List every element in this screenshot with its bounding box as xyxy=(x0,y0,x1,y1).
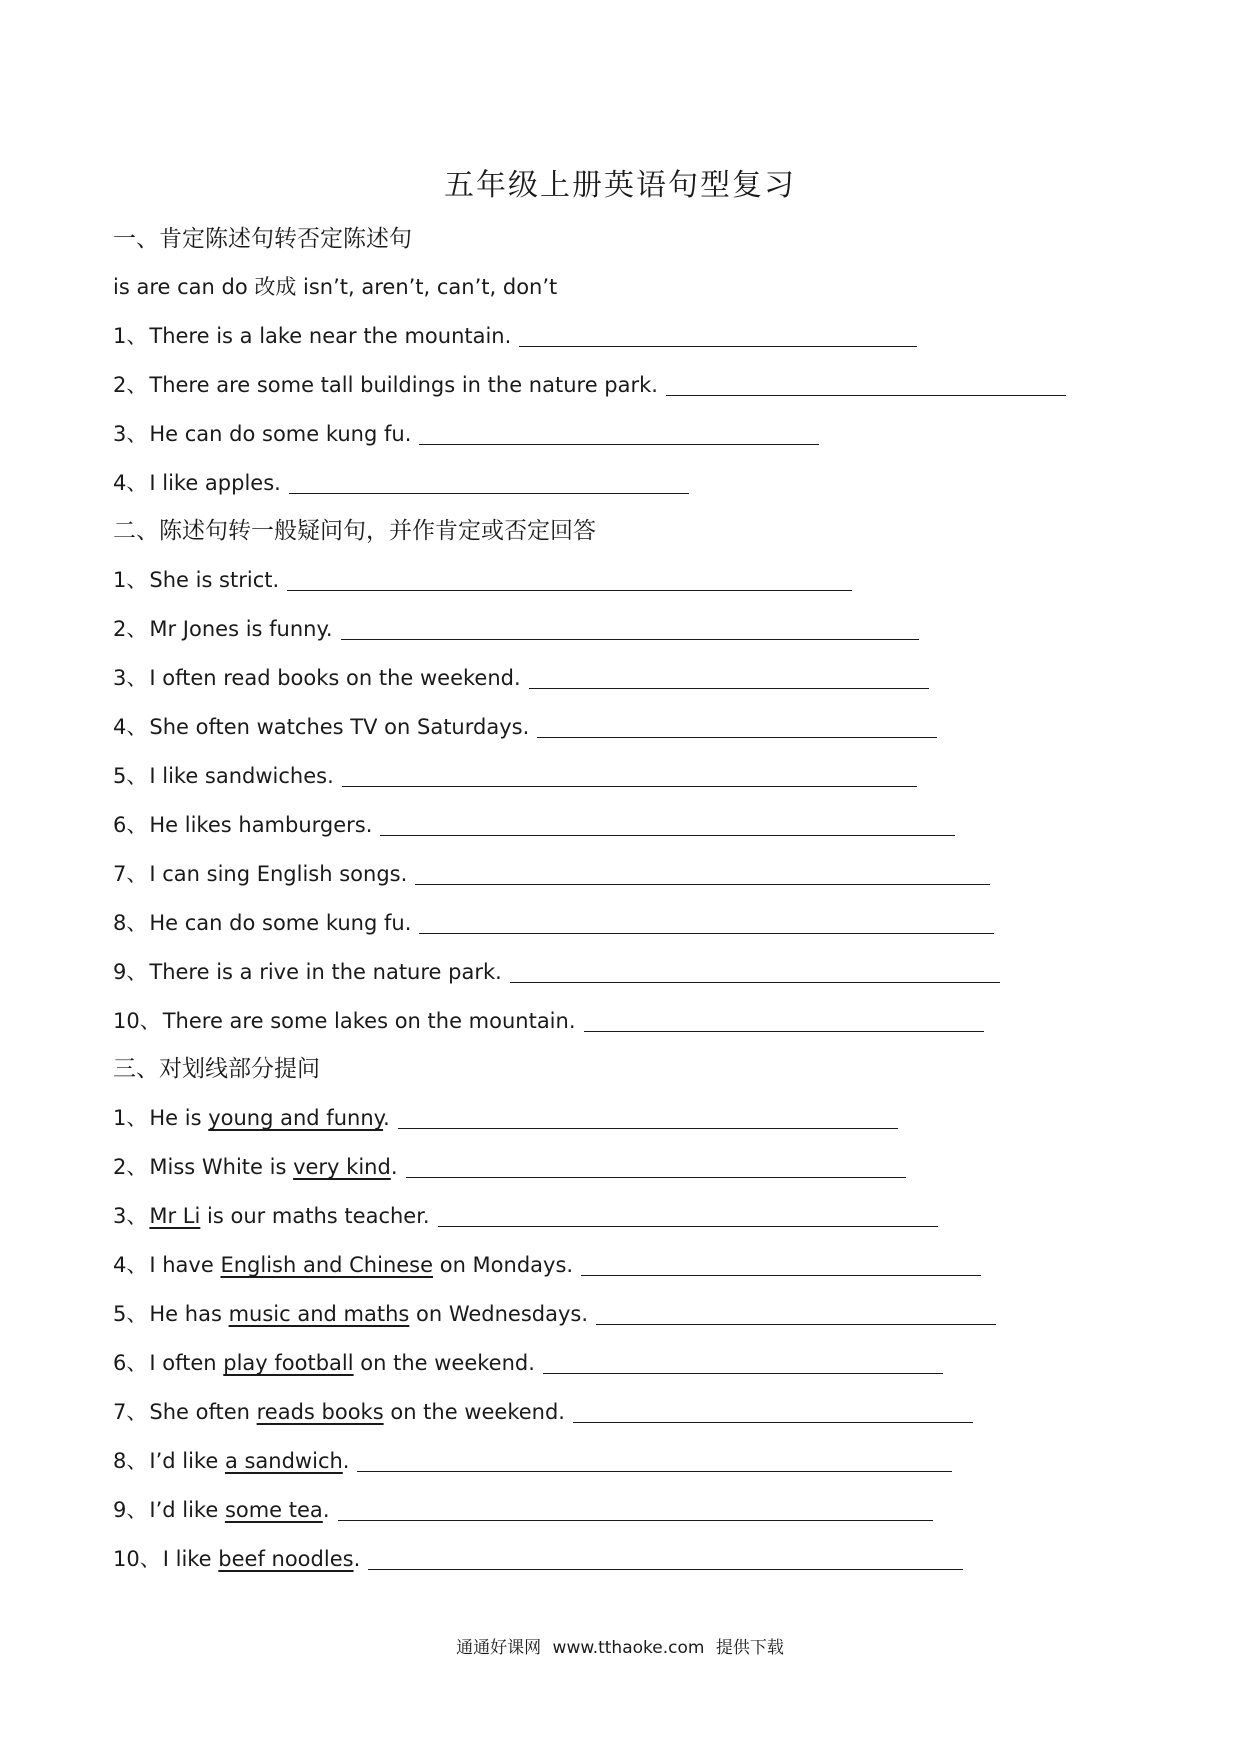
item-number: 10、 xyxy=(113,1547,161,1571)
list-item xyxy=(113,1248,981,1282)
answer-blank[interactable] xyxy=(543,1349,943,1374)
answer-blank[interactable] xyxy=(581,1251,981,1276)
underlined-part: a sandwich xyxy=(224,1449,343,1473)
item-number: 10、 xyxy=(113,1009,161,1033)
sentence-text: on the weekend. xyxy=(383,1400,565,1424)
sentence-text: I like xyxy=(162,1547,219,1571)
answer-blank[interactable] xyxy=(406,1153,906,1178)
answer-blank[interactable] xyxy=(357,1447,952,1472)
item-number: 7、 xyxy=(113,862,148,886)
list-item xyxy=(113,955,1000,989)
answer-blank[interactable] xyxy=(419,909,994,934)
sentence-text: is our maths teacher. xyxy=(200,1204,430,1228)
item-sentence xyxy=(149,1444,349,1478)
item-sentence: There is a lake near the mountain. xyxy=(149,324,512,348)
sentence-text: . xyxy=(383,1106,390,1130)
answer-blank[interactable] xyxy=(341,615,919,640)
underlined-part: very kind xyxy=(293,1155,391,1179)
sentence-text: Miss White is xyxy=(149,1155,294,1179)
item-number: 6、 xyxy=(113,813,148,837)
item-number: 2、 xyxy=(113,373,148,397)
list-item xyxy=(113,563,852,597)
list-item xyxy=(113,661,929,695)
item-number: 9、 xyxy=(113,960,148,984)
answer-blank[interactable] xyxy=(342,762,917,787)
answer-blank[interactable] xyxy=(519,322,917,347)
list-item xyxy=(113,1444,952,1478)
sentence-text: He is xyxy=(149,1106,209,1130)
list-item xyxy=(113,857,990,891)
item-number: 2、 xyxy=(113,617,148,641)
item-sentence xyxy=(149,1395,565,1429)
item-sentence xyxy=(149,1248,573,1282)
underlined-part: play football xyxy=(223,1351,354,1375)
item-sentence: I can sing English songs. xyxy=(149,862,408,886)
list-item xyxy=(113,417,819,451)
list-item xyxy=(113,1101,898,1135)
item-number: 3、 xyxy=(113,422,148,446)
item-sentence: She is strict. xyxy=(149,568,280,592)
item-number: 3、 xyxy=(113,1204,148,1228)
answer-blank[interactable] xyxy=(596,1300,996,1325)
sentence-text: I’d like xyxy=(149,1449,225,1473)
sentence-text: I often xyxy=(149,1351,224,1375)
list-item xyxy=(113,1199,938,1233)
section-2-heading: 二、陈述句转一般疑问句，并作肯定或否定回答 xyxy=(113,518,596,544)
answer-blank[interactable] xyxy=(666,371,1066,396)
item-sentence: Mr Jones is funny. xyxy=(149,617,333,641)
sentence-text: . xyxy=(390,1155,398,1179)
item-number: 7、 xyxy=(113,1400,148,1424)
answer-blank[interactable] xyxy=(573,1398,973,1423)
list-item xyxy=(113,808,955,842)
item-sentence: He can do some kung fu. xyxy=(149,422,412,446)
list-item xyxy=(113,612,919,646)
item-sentence xyxy=(149,1150,397,1184)
item-sentence xyxy=(149,1493,329,1527)
sentence-text: I’d like xyxy=(149,1498,225,1522)
item-sentence xyxy=(149,1297,588,1331)
item-number: 1、 xyxy=(113,1106,148,1130)
list-item xyxy=(113,759,917,793)
sentence-text: . xyxy=(353,1547,361,1571)
underlined-part: reads books xyxy=(256,1400,384,1424)
answer-blank[interactable] xyxy=(398,1104,898,1129)
item-number: 4、 xyxy=(113,471,148,495)
item-sentence xyxy=(149,1346,535,1380)
page-footer: 通通好课网 www.tthaoke.com 提供下载 xyxy=(456,1638,784,1658)
item-number: 5、 xyxy=(113,764,148,788)
item-sentence: I like apples. xyxy=(149,471,281,495)
list-item xyxy=(113,906,994,940)
item-sentence: I often read books on the weekend. xyxy=(149,666,521,690)
answer-blank[interactable] xyxy=(415,860,990,885)
answer-blank[interactable] xyxy=(380,811,955,836)
item-number: 1、 xyxy=(113,568,148,592)
item-sentence: He can do some kung fu. xyxy=(149,911,412,935)
answer-blank[interactable] xyxy=(438,1202,938,1227)
answer-blank[interactable] xyxy=(510,958,1000,983)
underlined-part: beef noodles xyxy=(218,1547,354,1571)
sentence-text: . xyxy=(342,1449,350,1473)
item-number: 6、 xyxy=(113,1351,148,1375)
sentence-text: on the weekend. xyxy=(353,1351,535,1375)
list-item xyxy=(113,319,917,353)
item-number: 2、 xyxy=(113,1155,148,1179)
sentence-text: She often xyxy=(149,1400,257,1424)
list-item xyxy=(113,1346,943,1380)
answer-blank[interactable] xyxy=(287,566,852,591)
sentence-text: on Mondays. xyxy=(433,1253,574,1277)
underlined-part: music and maths xyxy=(228,1302,410,1326)
underlined-part: English and Chinese xyxy=(220,1253,434,1277)
answer-blank[interactable] xyxy=(289,469,689,494)
section-1-note: is are can do 改成 isn’t, aren’t, can’t, don’t xyxy=(113,275,558,299)
answer-blank[interactable] xyxy=(529,664,929,689)
item-number: 5、 xyxy=(113,1302,148,1326)
answer-blank[interactable] xyxy=(419,420,819,445)
page-title: 五年级上册英语句型复习 xyxy=(444,168,796,203)
sentence-text: I have xyxy=(149,1253,221,1277)
list-item xyxy=(113,1395,973,1429)
underlined-part: some tea xyxy=(224,1498,323,1522)
item-number: 8、 xyxy=(113,911,148,935)
item-number: 8、 xyxy=(113,1449,148,1473)
answer-blank[interactable] xyxy=(537,713,937,738)
list-item xyxy=(113,368,1066,402)
sentence-text: on Wednesdays. xyxy=(409,1302,589,1326)
section-1-heading: 一、肯定陈述句转否定陈述句 xyxy=(113,226,412,252)
answer-blank[interactable] xyxy=(584,1007,984,1032)
list-item xyxy=(113,1150,906,1184)
item-sentence xyxy=(163,1542,361,1576)
underlined-part: Mr Li xyxy=(149,1204,201,1228)
item-number: 4、 xyxy=(113,715,148,739)
item-number: 1、 xyxy=(113,324,148,348)
list-item xyxy=(113,1542,963,1576)
sentence-text: . xyxy=(322,1498,330,1522)
answer-blank[interactable] xyxy=(368,1545,963,1570)
underlined-part: young and funny xyxy=(208,1106,384,1130)
section-3-heading: 三、对划线部分提问 xyxy=(113,1056,320,1082)
list-item xyxy=(113,710,937,744)
item-sentence xyxy=(149,1199,429,1233)
list-item xyxy=(113,1297,996,1331)
item-number: 3、 xyxy=(113,666,148,690)
list-item xyxy=(113,466,689,500)
list-item xyxy=(113,1004,984,1038)
item-number: 9、 xyxy=(113,1498,148,1522)
answer-blank[interactable] xyxy=(338,1496,933,1521)
item-sentence: I like sandwiches. xyxy=(149,764,334,788)
item-sentence: He likes hamburgers. xyxy=(149,813,373,837)
sentence-text: He has xyxy=(149,1302,229,1326)
item-sentence: There is a rive in the nature park. xyxy=(149,960,502,984)
item-sentence xyxy=(149,1101,389,1135)
item-sentence: She often watches TV on Saturdays. xyxy=(149,715,530,739)
item-number: 4、 xyxy=(113,1253,148,1277)
item-sentence: There are some lakes on the mountain. xyxy=(162,1009,576,1033)
item-sentence: There are some tall buildings in the nature park. xyxy=(149,373,658,397)
list-item xyxy=(113,1493,933,1527)
